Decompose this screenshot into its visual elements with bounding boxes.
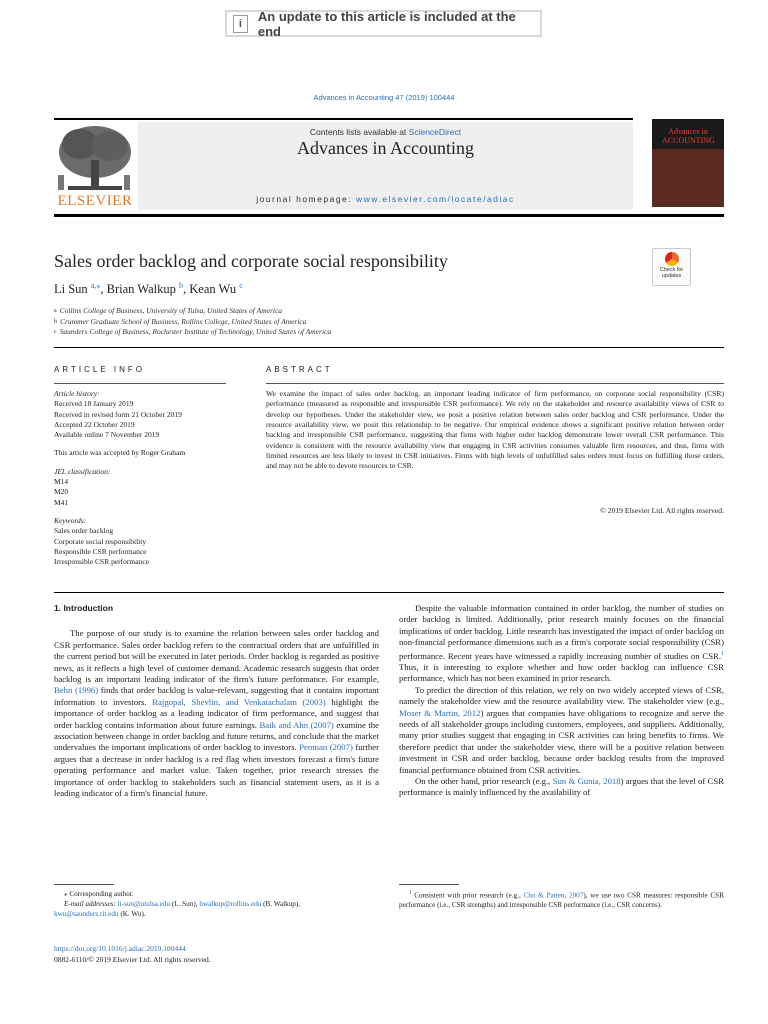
article-info-heading: ARTICLE INFO bbox=[54, 365, 145, 374]
email-link[interactable]: li-sun@utulsa.edu bbox=[117, 900, 170, 908]
cover-text: Advances in ACCOUNTING bbox=[662, 127, 715, 145]
email-link[interactable]: bwalkup@rollins.edu bbox=[199, 900, 262, 908]
check-updates-line2: updates bbox=[661, 273, 682, 279]
author-name[interactable]: , Brian Walkup bbox=[100, 282, 179, 297]
affiliation-line: $^b$ Crummer Graduate School of Business, Rollins College, United States of America bbox=[54, 316, 307, 326]
body-column-left bbox=[54, 603, 379, 800]
history-label: Article history: bbox=[54, 389, 100, 398]
jel-code: M14 bbox=[54, 477, 69, 487]
article-title: Sales order backlog and corporate social responsibility bbox=[54, 251, 448, 271]
author-list bbox=[54, 281, 243, 297]
footnote-1: $^1$ Consistent with prior research (e.g., Cho & Patten, 2007), we use two CSR measures: responsible CSR performance (i.e., CSR strengths) and irresponsible CSR performance (i.e., CSR concerns). bbox=[399, 891, 725, 910]
citation-link[interactable]: Moser & Martin, 2012 bbox=[399, 707, 481, 718]
journal-cover[interactable] bbox=[652, 119, 724, 207]
info-icon: i bbox=[233, 15, 248, 33]
citation-link[interactable]: Sun & Gunia, 2018 bbox=[552, 775, 621, 786]
homepage-line bbox=[138, 194, 633, 204]
keyword[interactable]: Sales order backlog bbox=[54, 526, 114, 536]
cover-stripe bbox=[652, 149, 724, 207]
footnote-rule bbox=[54, 884, 114, 885]
journal-header-box bbox=[138, 122, 633, 210]
affiliations bbox=[54, 306, 331, 338]
header-rule-bottom bbox=[54, 214, 724, 217]
update-banner[interactable] bbox=[225, 10, 542, 37]
author-affil-sup[interactable]: b bbox=[179, 281, 183, 290]
crossmark-icon bbox=[665, 252, 679, 266]
keyword[interactable]: Responsible CSR performance bbox=[54, 546, 147, 556]
affiliation-line: $^a$ Collins College of Business, University of Tulsa, United States of America bbox=[54, 306, 283, 315]
doi-link[interactable]: https://doi.org/10.1016/j.adiac.2019.100444 bbox=[54, 944, 186, 953]
rule-divider bbox=[54, 383, 226, 384]
corresponding-footnote: ⁎ Corresponding author. E-mail addresses: li-sun@utulsa.edu (L. Sun), bwalkup@rollins.edu (B. Walkup), kwu@saunders.rit.edu (K. Wu). bbox=[54, 890, 301, 918]
paragraph: On the other hand, prior research (e.g., Sun & Gunia, 2018) argues that the level of CSR performance is mainly influenced by the availability of bbox=[399, 775, 724, 798]
issn-line: 0882-6110/© 2019 Elsevier Ltd. All rights reserved. bbox=[54, 954, 211, 964]
author-affil-sup[interactable]: c bbox=[239, 281, 243, 290]
rule-divider bbox=[266, 383, 724, 384]
copyright-line: © 2019 Elsevier Ltd. All rights reserved. bbox=[600, 506, 724, 515]
rule-divider bbox=[54, 347, 724, 348]
elsevier-wordmark: ELSEVIER bbox=[57, 193, 133, 209]
author-name[interactable]: Li Sun bbox=[54, 282, 91, 297]
check-for-updates-button[interactable] bbox=[652, 248, 691, 286]
corresponding-label: Corresponding author. bbox=[69, 890, 134, 898]
paragraph: Despite the valuable information contained in order backlog, the number of studies on order backlog is limited. Additionally, prior research mainly focuses on the financial implications of order backlog. Little research has investigated the impact of order backlog on non-financial performance dimensions such as a firm's corporate social responsibility (CSR) performance. Recent years have witnessed a rapidly increasing number of studies on CSR.$^1$ Thus, it is interesting to explore whether and how order backlog can influence CSR performance, which has not been examined in prior research. bbox=[399, 603, 724, 684]
online-date: Available online 7 November 2019 bbox=[54, 430, 160, 440]
contents-prefix: Contents lists available at bbox=[309, 127, 409, 137]
author-name[interactable]: , Kean Wu bbox=[183, 282, 240, 297]
homepage-link[interactable]: www.elsevier.com/locate/adiac bbox=[356, 194, 515, 204]
citation-link[interactable]: Penman (2007) bbox=[299, 742, 353, 753]
rule-divider bbox=[54, 592, 724, 593]
check-updates-line1: Check for bbox=[659, 267, 684, 273]
article-info-panel bbox=[54, 389, 226, 567]
journal-reference[interactable]: Advances in Accounting 47 (2019) 100444 bbox=[313, 93, 455, 102]
keywords-label: Keywords: bbox=[54, 515, 87, 525]
footnote-rule bbox=[399, 884, 459, 885]
email-link[interactable]: kwu@saunders.rit.edu bbox=[54, 910, 119, 918]
citation-link[interactable]: Baik and Ahn (2007) bbox=[259, 719, 334, 730]
section-heading: 1. Introduction bbox=[54, 603, 114, 613]
abstract-heading: ABSTRACT bbox=[266, 365, 333, 374]
citation-link[interactable]: Rajgopal, Shevlin, and Venkatachalam (2003) bbox=[152, 696, 326, 707]
contents-line bbox=[138, 127, 633, 137]
jel-code: M41 bbox=[54, 497, 69, 507]
homepage-prefix: journal homepage: bbox=[256, 194, 356, 204]
journal-title: Advances in Accounting bbox=[297, 138, 474, 158]
abstract-text: We examine the impact of sales order backlog, an important leading indicator of firm performance, on corporate social responsibility (CSR) performance (measured as responsible and irresponsible CSR performance). We rely on the stakeholder and resource availability views of CSR to develop our hypotheses. Under the stakeholder view, we posit a positive relation between sales order backlog and CSR performance. Under the resource availability view, we posit this relationship to be negative. Our empirical evidence shows a significant positive relation between order backlog and irresponsible CSR performance, suggesting that firms with higher order backlog demonstrate lower overall CSR performance. This evidence is consistent with the resource availability view that engaging in CSR activities consumes valuable firm resources, and thus, firms with limited resources are less likely to invest in CSR initiatives. Firms with high levels of unfulfilled sales orders must focus on fulfilling those orders, and may not be able to devote resources to CSR. bbox=[266, 389, 724, 471]
paragraph: To predict the direction of this relation, we rely on two widely accepted views of CSR, namely the stakeholder view and the resource availability view. The stakeholder view (e.g., Moser & Martin, 2012) argues that companies have obligations to recognize and serve the needs of all stakeholder groups including customers, employees, and suppliers. Additionally, many prior studies suggest that engaging in CSR activities can bring benefits to firms. We therefore predict that under the stakeholder view, there will be a positive relation between investment in CSR and order backlog, because order backlog results from the improved financial performance obtained from CSR activities. bbox=[399, 684, 724, 775]
author-affil-sup[interactable]: a,⁎ bbox=[90, 281, 101, 290]
affiliation-line: $^c$ Saunders College of Business, Rochester Institute of Technology, United States of America bbox=[54, 327, 332, 336]
paragraph: The purpose of our study is to examine the relation between sales order backlog and CSR performance. Sales order backlog refers to the contractual orders that are unfulfilled in the current period but will be executed in later periods. Order backlog is regarded as positive news, as it reflects a high level of customer demand. Academic research suggests that order backlog is an important leading indicator of the firm's future performance. For example, Behn (1996) finds that order backlog is value-relevant, suggesting that it contains important information to investors. Rajgopal, Shevlin, and Venkatachalam (2003) highlight the importance of order backlog as a leading indicator of firm performance, and suggest that order backlog contains information about future earnings. Baik and Ahn (2007) examine the association between change in order backlog and future returns, and conclude that the market undervalues the important implications of order backlog to investors. Penman (2007) further argues that a decrease in order backlog is a red flag when investors forecast a firm's future operating performance and market value. Taken together, prior research stresses the importance of order backlog to stakeholders such as financial statement users, as it is a leading indicator of a firm's financial future. bbox=[54, 628, 380, 799]
body-column-right bbox=[399, 603, 724, 799]
update-banner-text: An update to this article is included at the end bbox=[257, 8, 516, 39]
editor-note: This article was accepted by Roger Graham bbox=[54, 448, 186, 458]
citation-link[interactable]: Cho & Patten, 2007 bbox=[523, 891, 584, 900]
sciencedirect-link[interactable]: ScienceDirect bbox=[408, 127, 462, 137]
keyword[interactable]: Irresponsible CSR performance bbox=[54, 557, 149, 567]
footnote-ref[interactable]: 1 bbox=[721, 650, 724, 657]
doi-block bbox=[54, 944, 211, 965]
received-date: Received 18 January 2019 bbox=[54, 399, 134, 409]
header-rule-top bbox=[54, 118, 633, 120]
jel-label: JEL classification: bbox=[54, 466, 111, 476]
accepted-date: Accepted 22 October 2019 bbox=[54, 419, 135, 429]
keyword[interactable]: Corporate social responsibility bbox=[54, 536, 147, 546]
jel-code: M20 bbox=[54, 487, 69, 497]
revised-date: Received in revised form 21 October 2019 bbox=[54, 409, 182, 419]
citation-link[interactable]: Behn (1996) bbox=[54, 685, 99, 696]
